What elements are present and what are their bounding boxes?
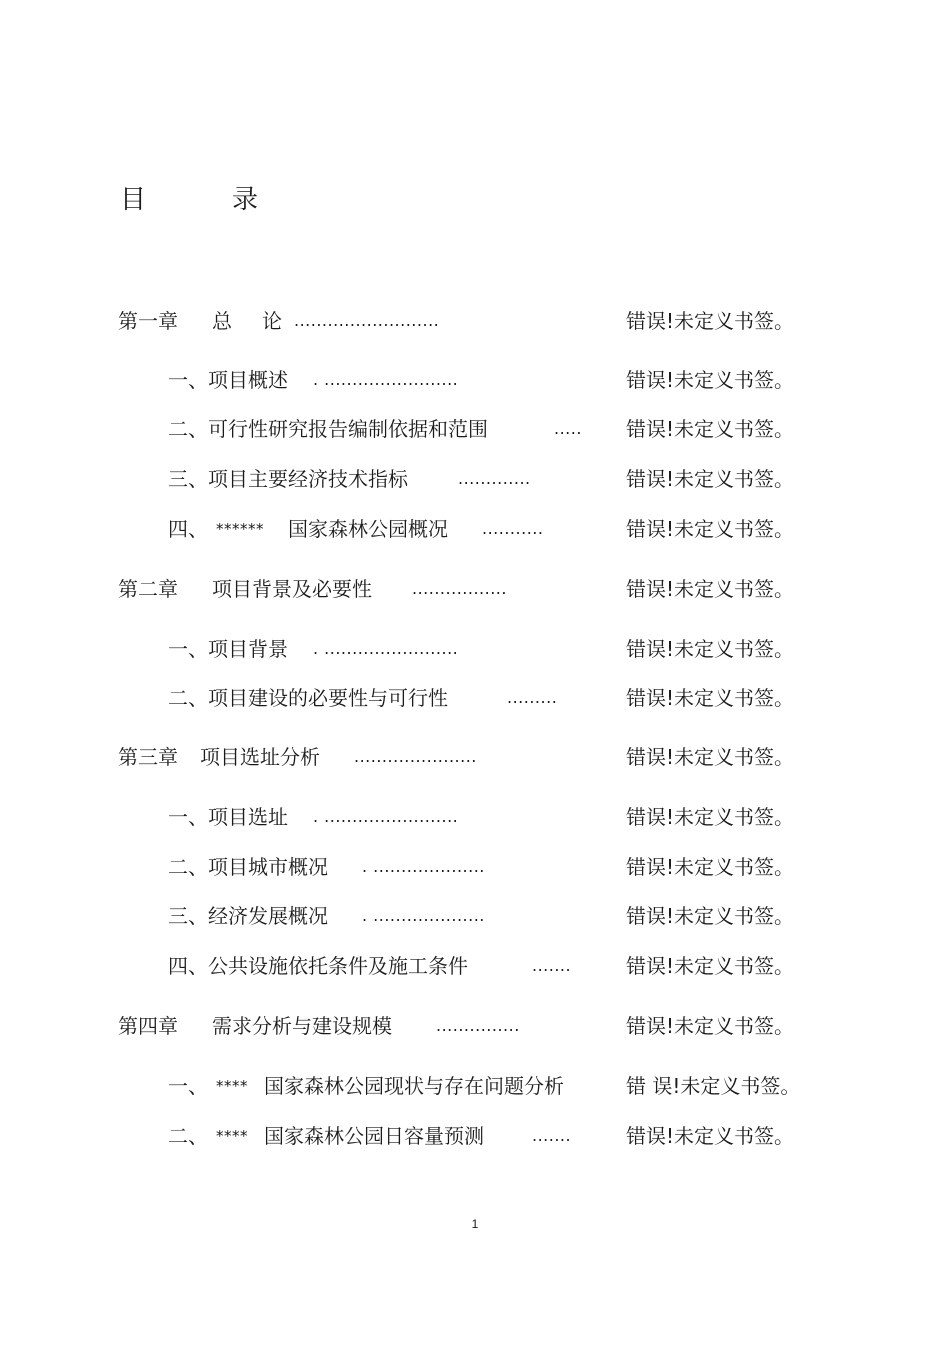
toc-entry-section[interactable] [168, 683, 838, 713]
toc-entry-page-ref: 错误!未定义书签。 [626, 417, 795, 441]
toc-entry-leader-dots: ............. [458, 469, 531, 488]
toc-entry-label-part2: 项目选址分析 [200, 745, 320, 769]
toc-entry-page-ref: 错误!未定义书签。 [626, 1124, 795, 1148]
toc-entry-section[interactable] [168, 365, 838, 395]
toc-entry-chapter-2[interactable] [118, 574, 838, 604]
toc-entry-leader-dots: ...................... [354, 747, 477, 766]
toc-entry-leader-dots: ..... [554, 419, 582, 438]
toc-entry-section[interactable] [168, 1121, 838, 1151]
toc-entry-label-part3: 国家森林公园日容量预测 [264, 1124, 484, 1148]
toc-entry-page-ref: 错误!未定义书签。 [626, 517, 795, 541]
toc-title-char-1: 目 [120, 185, 147, 215]
toc-entry-label: 四、 [168, 517, 208, 541]
toc-entry-label: 二、项目城市概况 [168, 855, 328, 879]
toc-entry-label: 一、项目背景 [168, 637, 288, 661]
toc-entry-page-ref: 错 误!未定义书签。 [626, 1074, 801, 1098]
toc-entry-leader-dots: ........... [482, 519, 544, 538]
toc-entry-section[interactable] [168, 852, 838, 882]
toc-entry-label-part2: 总 [212, 309, 232, 333]
toc-entry-label: 三、经济发展概况 [168, 904, 328, 928]
toc-entry-label-part2: 需求分析与建设规模 [212, 1014, 392, 1038]
toc-entry-label: 二、项目建设的必要性与可行性 [168, 686, 448, 710]
toc-entry-label-part2: **** [216, 1127, 248, 1145]
toc-entry-label: 一、项目选址 [168, 805, 288, 829]
toc-entry-label-part3: 国家森林公园概况 [288, 517, 448, 541]
toc-entry-leader-dots: ................. [412, 579, 507, 598]
toc-entry-page-ref: 错误!未定义书签。 [626, 855, 795, 879]
toc-entry-label: 一、项目概述 [168, 368, 288, 392]
toc-entry-leader-dots: ....... [532, 956, 572, 975]
toc-entry-label: 二、可行性研究报告编制依据和范围 [168, 417, 488, 441]
toc-entry-section[interactable] [168, 414, 838, 444]
toc-entry-leader-dots: .......................... [294, 311, 440, 330]
toc-entry-section[interactable] [168, 514, 838, 544]
toc-title-char-2: 录 [232, 185, 259, 215]
toc-entry-page-ref: 错误!未定义书签。 [626, 467, 795, 491]
page-number: 1 [471, 1217, 479, 1231]
toc-entry-page-ref: 错误!未定义书签。 [626, 904, 795, 928]
toc-entry-label-part3: 国家森林公园现状与存在问题分析 [264, 1074, 564, 1098]
toc-entry-page-ref: 错误!未定义书签。 [626, 309, 795, 333]
toc-entry-label-part2: 项目背景及必要性 [212, 577, 372, 601]
toc-entry-label: 四、公共设施依托条件及施工条件 [168, 954, 468, 978]
toc-entry-section[interactable] [168, 464, 838, 494]
toc-entry-section[interactable] [168, 901, 838, 931]
toc-entry-label: 第四章 [118, 1014, 178, 1038]
toc-entry-page-ref: 错误!未定义书签。 [626, 686, 795, 710]
toc-entry-leader-dots: ......... [507, 688, 558, 707]
toc-entry-label-part2: ****** [216, 520, 264, 538]
toc-entry-leader-dots: ............... [436, 1016, 520, 1035]
toc-entry-label: 三、项目主要经济技术指标 [168, 467, 408, 491]
toc-entry-leader-dots: . .................... [362, 906, 485, 925]
toc-entry-label-part3: 论 [262, 309, 282, 333]
toc-entry-label: 第二章 [118, 577, 178, 601]
toc-entry-label: 一、 [168, 1074, 208, 1098]
toc-entry-page-ref: 错误!未定义书签。 [626, 745, 795, 769]
toc-entry-section[interactable] [168, 1071, 838, 1101]
toc-entry-section[interactable] [168, 951, 838, 981]
toc-entry-label-part2: **** [216, 1077, 248, 1095]
toc-entry-section[interactable] [168, 802, 838, 832]
toc-entry-leader-dots: . ........................ [313, 807, 459, 826]
toc-entry-leader-dots: . ........................ [313, 370, 459, 389]
toc-entry-leader-dots: ....... [532, 1126, 572, 1145]
toc-entry-section[interactable] [168, 634, 838, 664]
toc-entry-label: 第三章 [118, 745, 178, 769]
toc-entry-page-ref: 错误!未定义书签。 [626, 577, 795, 601]
toc-entry-label: 二、 [168, 1124, 208, 1148]
toc-entry-page-ref: 错误!未定义书签。 [626, 637, 795, 661]
toc-entry-leader-dots: . ........................ [313, 639, 459, 658]
toc-entry-chapter-4[interactable] [118, 1011, 838, 1041]
toc-entry-page-ref: 错误!未定义书签。 [626, 805, 795, 829]
toc-entry-page-ref: 错误!未定义书签。 [626, 368, 795, 392]
toc-entry-leader-dots: . .................... [362, 857, 485, 876]
toc-entry-page-ref: 错误!未定义书签。 [626, 954, 795, 978]
toc-entry-chapter-1[interactable] [118, 306, 838, 336]
toc-entry-chapter-3[interactable] [118, 742, 838, 772]
toc-entry-page-ref: 错误!未定义书签。 [626, 1014, 795, 1038]
toc-entry-label: 第一章 [118, 309, 178, 333]
